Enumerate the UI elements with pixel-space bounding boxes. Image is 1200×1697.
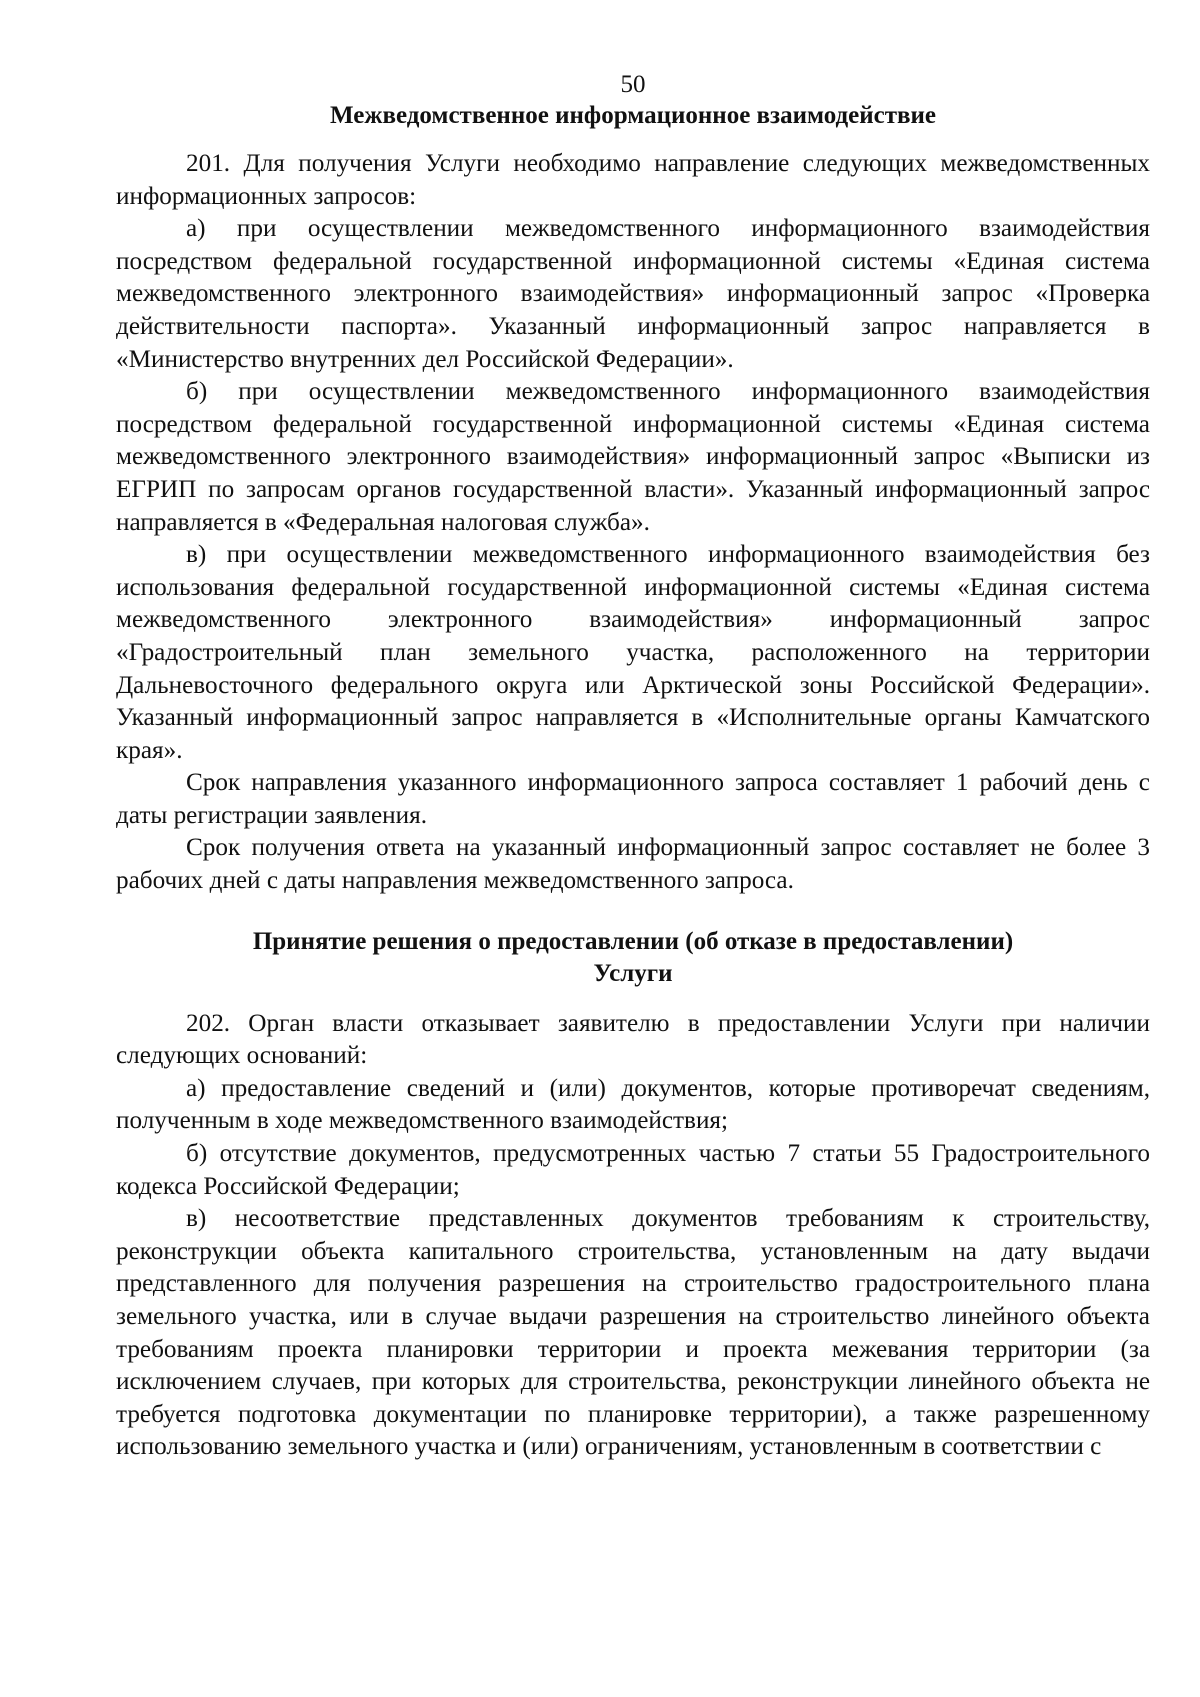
paragraph-request-deadline: Срок направления указанного информационного запроса составляет 1 рабочий день с даты регистрации заявления. [116, 769, 1150, 829]
paragraph-201-a: а) при осуществлении межведомственного информационного взаимодействия посредством федеральной государственной информационной системы «Единая система межведомственного электронного взаимодействия» информационный запрос «Проверка действительности паспорта». Указанный информационный запрос направляется в «Министерство внутренних дел Российской Федерации». [116, 215, 1150, 373]
section-heading-interagency: Межведомственное информационное взаимодействие [330, 102, 936, 129]
document-page [116, 70, 1150, 1464]
paragraph-202-a: а) предоставление сведений и (или) документов, которые противоречат сведениям, полученным в ходе межведомственного взаимодействия; [116, 1074, 1150, 1135]
page-number: 50 [620, 71, 646, 98]
section-heading-decision-line1: Принятие решения о предоставлении (об отказе в предоставлении) [252, 927, 1014, 955]
paragraph-202: 202. Орган власти отказывает заявителю в предоставлении Услуги при наличии следующих оснований: [116, 1009, 1150, 1070]
paragraph-201: 201. Для получения Услуги необходимо направление следующих межведомственных информационных запросов: [116, 150, 1150, 210]
section-heading-decision-line2: Услуги [593, 959, 673, 987]
paragraph-201-v: в) при осуществлении межведомственного информационного взаимодействия без использования федеральной государственной информационной системы «Единая система межведомственного электронного взаимодействия» информационный запрос «Градостроительный план земельного участка, расположенного на территории Дальневосточного федерального округа или Арктической зоны Российской Федерации». Указанный информационный запрос направляется в «Исполнительные органы Камчатского края». [116, 541, 1150, 764]
paragraph-201-b: б) при осуществлении межведомственного информационного взаимодействия посредством федеральной государственной информационной системы «Единая система межведомственного электронного взаимодействия» информационный запрос «Выписки из ЕГРИП по запросам органов государственной власти». Указанный информационный запрос направляется в «Федеральная налоговая служба». [116, 378, 1150, 536]
paragraph-202-v: в) несоответствие представленных документов требованиям к строительству, реконструкции объекта капитального строительства, установленным на дату выдачи представленного для получения разрешения на строительство градостроительного плана земельного участка, или в случае выдачи разрешения на строительство линейного объекта требованиям проекта планировки территории и проекта межевания территории (за исключением случаев, при которых для строительства, реконструкции линейного объекта не требуется подготовка документации по планировке территории), а также разрешенному использованию земельного участка и (или) ограничениям, установленным в соответствии с [116, 1205, 1150, 1461]
paragraph-response-deadline: Срок получения ответа на указанный информационный запрос составляет не более 3 рабочих дней с даты направления межведомственного запроса. [116, 834, 1150, 895]
section-heading-decision [116, 926, 1150, 990]
paragraph-202-b: б) отсутствие документов, предусмотренных частью 7 статьи 55 Градостроительного кодекса Российской Федерации; [116, 1140, 1150, 1200]
